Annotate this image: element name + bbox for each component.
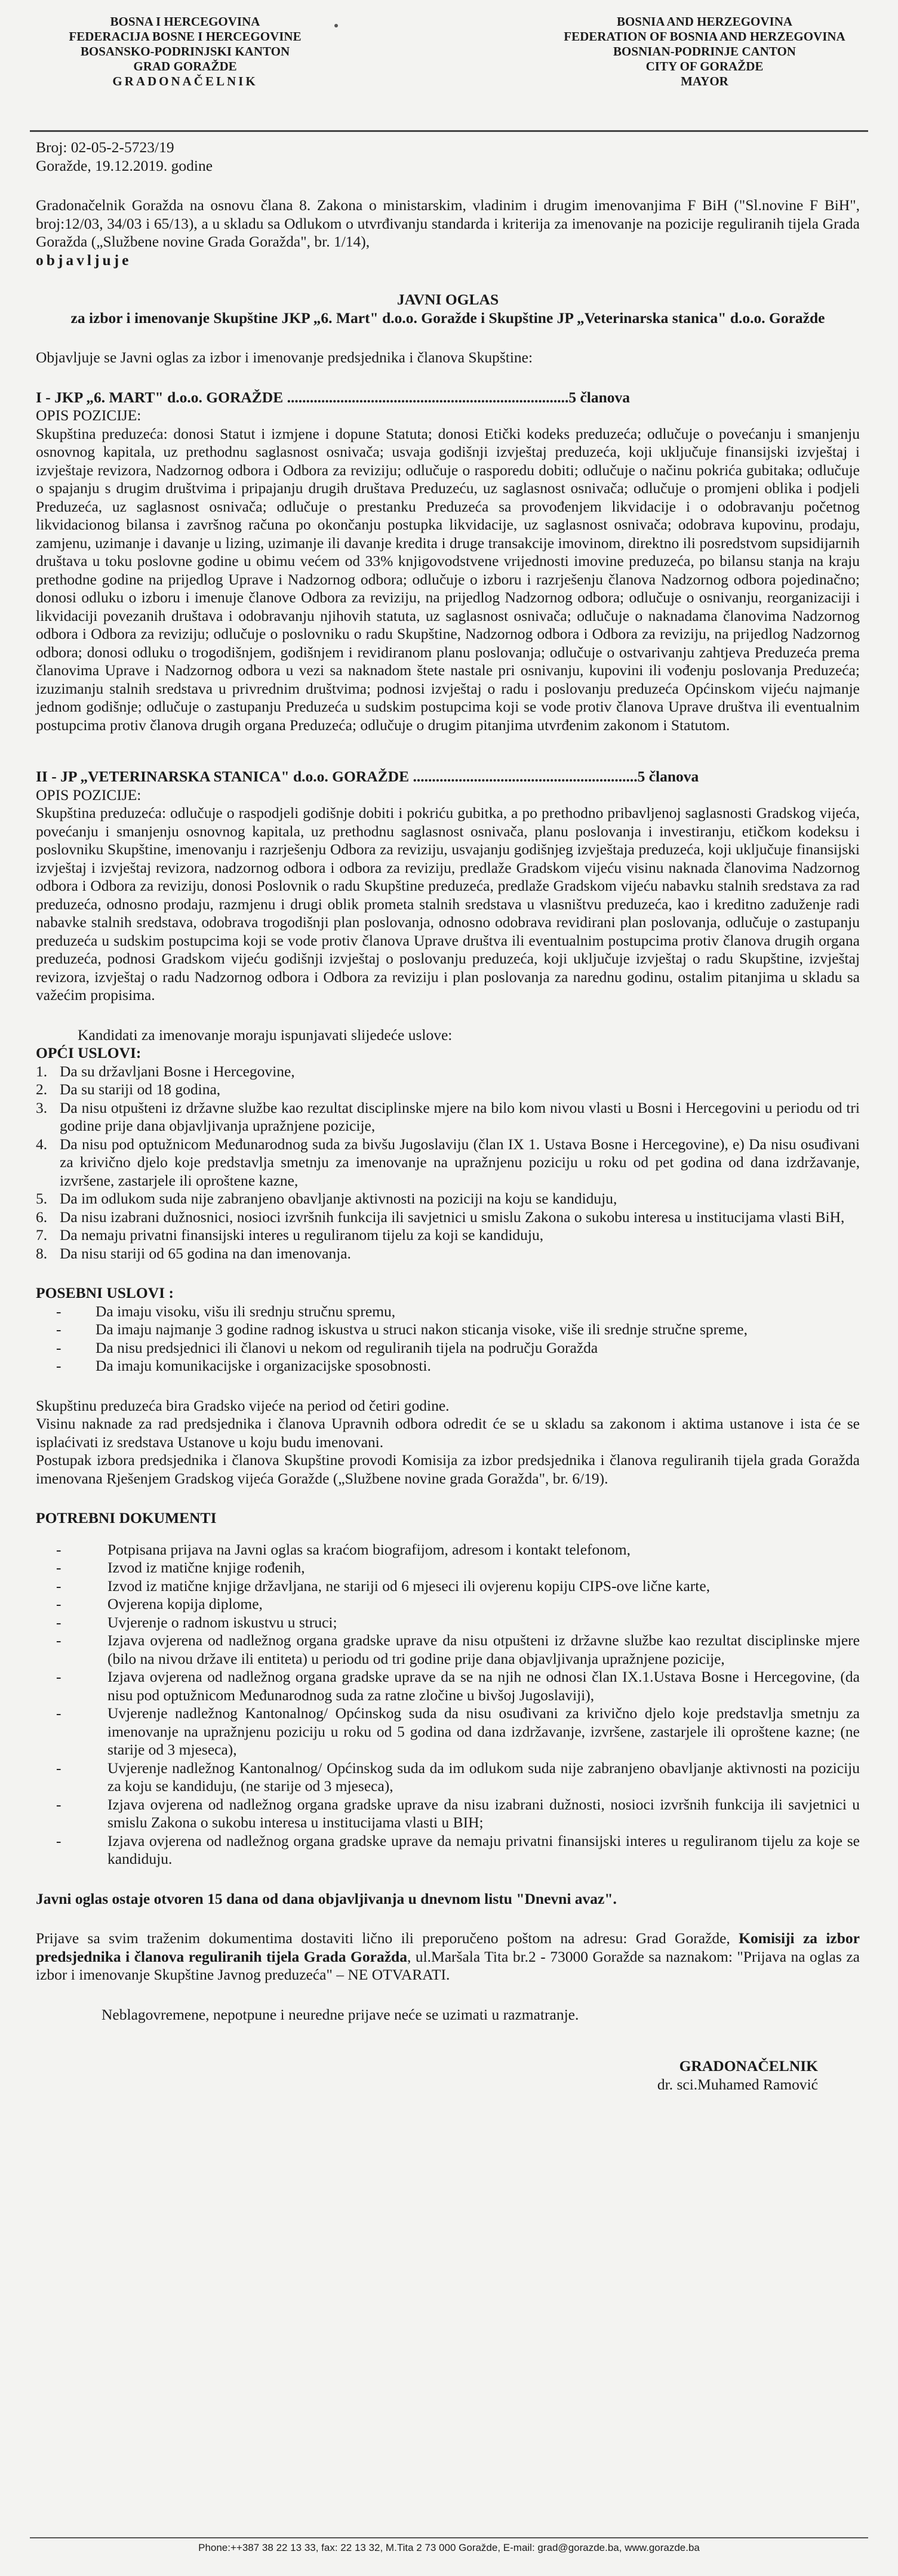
list-item: - Izvod iz matične knjige rođenih, (56, 1559, 305, 1576)
list-item: - Izjava ovjerena od nadležnog organa gradske uprave da nemaju privatni finansijski interes u reguliranom tijelu za koje se kandiduju. (56, 1832, 860, 1867)
list-item: 5. Da im odlukom suda nije zabranjeno obavljanje aktivnosti na poziciji na koju se kandiduju, (36, 1190, 617, 1207)
list-item: 1. Da su državljani Bosne i Hercegovine, (36, 1062, 295, 1080)
footer-divider (30, 2537, 868, 2538)
list-item: - Da imaju najmanje 3 godine radnog iskustva u struci nakon sticanja visoke, više ili srednje stručne spreme, (56, 1321, 748, 1338)
list-item: 7. Da nemaju privatni finansijski interes u reguliranom tijelu za koji se kandiduju, (36, 1226, 544, 1244)
list-item: 4. Da nisu pod optužnicom Međunarodnog suda za bivšu Jugoslaviju (član IX 1. Ustava Bosne i Hercegovine), e) Da nisu osuđivani za krivično djelo koje predstavlja smetnju za imenovanje na upražnjenu poziciju u roku od pet godina od dana izdržavanje, izvršene, zastarjele ili oproštene kazne, (36, 1135, 860, 1189)
section-1-opis: OPIS POZICIJE: (36, 407, 142, 424)
header-left-line: GRAD GORAŽDE (133, 59, 237, 73)
notice-title: JAVNI OGLAS (396, 291, 499, 308)
paragraph-fee: Visinu naknade za rad predsjednika i članova Upravnih odbora odredit će se u skladu sa zakonom i aktima ustanove i ista će se isplaćivati iz sredstava Ustanove u koju budu imenovani. (36, 1415, 860, 1451)
header-right-line: BOSNIA AND HERZEGOVINA (616, 14, 793, 29)
header-right-line: BOSNIAN-PODRINJE CANTON (613, 44, 796, 59)
header-left-line: BOSNA I HERCEGOVINA (110, 14, 260, 29)
section-2-heading (36, 768, 860, 786)
section-1-heading (36, 389, 860, 407)
section-2-text: Skupština preduzeća: odlučuje o raspodjeli godišnje dobiti i pokriću gubitka, a po prethodno pribavljenoj saglasnosti Gradskog vijeća, povećanju i smanjenju osnovnog kapitala, uz prethodnu saglasnost osnivača, planu poslovanja i investiranju, etičkom kodeksu i poslovniku Skupštine, imenovanju i razrješenju Odbora za reviziju, usvajanju godišnjeg izvještaja preduzeća, koji uključuje finansijski izvještaj i izvještaj revizora, nadzornog odbora i odbora za reviziju, predlaže Gradskom vijeću visinu naknada članovima Nadzornog odbora i Odbora za reviziju, donosi Poslovnik o radu Skupštine preduzeća, predlaže Gradskom vijeću nabavku stalnih sredstava za rad preduzeća, odnosno prodaju, razmjenu i drugi oblik prometa stalnih sredstava u vlasništvu preduzeća, kao i kreditno zaduženje radi nabavke stalnih sredstava, odobrava trogodišnji plan poslovanja, odnosno odobrava revidirani plan poslovanja, odlučuje o zastupanju preduzeća u sudskim postupcima koji se vode protiv članova Uprave društva ili eventualnim postupcima protiv članova drugih organa preduzeća, podnosi Gradskom vijeću godišnji izvještaj o poslovanju preduzeća, koji uključuje izvještaj o radu Skupštine, izvještaj revizora, izvještaj o radu Nadzornog odbora i Odbora za reviziju i plan poslovanja za narednu godinu, ostalim pitanjima u skladu sa važećim propisima. (36, 804, 860, 1004)
list-item: - Da nisu predsjednici ili članovi u nekom od reguliranih tijela na području Goražda (56, 1338, 598, 1356)
header-left-line: GRADONAČELNIK (112, 74, 258, 88)
intro-paragraph: Gradonačelnik Goražda na osnovu člana 8. Zakona o ministarskim, vladinim i drugim imenovanjima F BiH ("Sl.novine F BiH", broj:12/03, 34/03 i 65/13), a u skladu sa Odlukom o utvrđivanju standarda i kriterija za imenovanje na pozicije reguliranih tijela Grada Goražda („Službene novine Grada Goražda", br. 1/14), objavljuje (36, 196, 860, 269)
submission-paragraph: Prijave sa svim traženim dokumentima dostaviti lično ili preporučeno poštom na adresu: Grad Goražde, Komisiji za izbor predsjednika i članova reguliranih tijela Grada Goražda, ul.Maršala Tita br.2 - 73000 Goražde sa naznakom: "Prijava na oglas za izbor i imenovanje Skupštine Javnog preduzeća" – NE OTVARATI. (36, 1929, 860, 1983)
reference-number: Broj: 02-05-2-5723/19 (36, 139, 174, 156)
list-item: 2. Da su stariji od 18 godina, (36, 1081, 221, 1098)
list-item: 6. Da nisu izabrani dužnosnici, nosioci izvršnih funkcija ili savjetnici u smislu Zakona o sukobu interesa u institucijama vlasti BiH, (36, 1208, 845, 1226)
opci-heading: OPĆI USLOVI: (36, 1044, 142, 1061)
invalid-applications-note: Neblagovremene, nepotpune i neuredne prijave neće se uzimati u razmatranje. (102, 2005, 579, 2023)
section-2-opis: OPIS POZICIJE: (36, 786, 142, 804)
header-right-line: FEDERATION OF BOSNIA AND HERZEGOVINA (564, 29, 845, 44)
header-divider (30, 130, 868, 132)
header-left (30, 14, 340, 89)
list-item: - Izjava ovjerena od nadležnog organa gradske uprave da se na njih ne odnosi član IX.1.Ustava Bosne i Hercegovine, (da nisu pod optužnicom Međunarodnog suda za ratne zločine u bivšoj Jugoslaviji), (56, 1668, 860, 1704)
opci-list (36, 1063, 860, 1263)
coat-of-arms-mark (334, 24, 338, 27)
section-1-title: I - JKP „6. MART" d.o.o. GORAŽDE .......................................................................... (36, 388, 569, 406)
posebni-list (36, 1303, 860, 1375)
section-2-count: 5 članova (637, 768, 699, 785)
list-item: - Izjava ovjerena od nadležnog organa gradske uprave da nisu otpušteni iz državne službe kao rezultat disciplinske mjere (bilo na nivou države ili entiteta) u periodu od tri godine prije dana objavljivanja upražnjene pozicije, (56, 1632, 860, 1667)
open-notice: Javni oglas ostaje otvoren 15 dana od dana objavljivanja u dnevnom listu "Dnevni avaz". (36, 1889, 617, 1907)
list-item: - Ovjerena kopija diplome, (56, 1595, 263, 1612)
header-right-line: CITY OF GORAŽDE (645, 59, 764, 73)
paragraph-procedure: Postupak izbora predsjednika i članova Skupštine provodi Komisija za izbor predsjednika i članova reguliranih tijela grada Goražda imenovana Rješenjem Gradskog vijeća Goražde („Službene novine grada Goražda", br. 6/19). (36, 1451, 860, 1487)
potrebni-heading: POTREBNI DOKUMENTI (36, 1509, 217, 1526)
candidates-intro: Kandidati za imenovanje moraju ispunjavati slijedeće uslove: (78, 1026, 453, 1044)
header-right-line: MAYOR (681, 74, 728, 88)
list-item: - Potpisana prijava na Javni oglas sa kraćom biografijom, adresom i kontakt telefonom, (56, 1540, 631, 1558)
document-body (36, 139, 860, 2094)
notice-subtitle: za izbor i imenovanje Skupštine JKP „6. Mart" d.o.o. Goražde i Skupštine JP „Veterinarska stanica" d.o.o. Goražde (70, 309, 825, 327)
paragraph-term: Skupštinu preduzeća bira Gradsko vijeće na period od četiri godine. (36, 1396, 450, 1414)
document-date: Goražde, 19.12.2019. godine (36, 156, 213, 174)
header-right (537, 14, 872, 89)
header-left-line: FEDERACIJA BOSNE I HERCEGOVINE (69, 29, 302, 44)
list-item: - Uvjerenje o radnom iskustvu u struci; (56, 1613, 337, 1631)
posebni-heading: POSEBNI USLOVI : (36, 1284, 174, 1301)
signature-name: dr. sci.Muhamed Ramović (657, 2075, 818, 2093)
list-item: - Da imaju visoku, višu ili srednju stručnu spremu, (56, 1302, 396, 1320)
list-item: - Uvjerenje nadležnog Kantonalnog/ Općinskog suda da im odlukom suda nije zabranjeno obavljanje aktivnosti na poziciju za koju se kandiduju, (ne starije od 3 mjeseca), (56, 1759, 860, 1795)
section-2-title: II - JP „VETERINARSKA STANICA" d.o.o. GORAŽDE ........................................................... (36, 768, 638, 785)
signature-title: GRADONAČELNIK (679, 2057, 818, 2075)
announce-text: Objavljuje se Javni oglas za izbor i imenovanje predsjednika i članova Skupštine: (36, 349, 533, 366)
header-left-line: BOSANSKO-PODRINJSKI KANTON (80, 44, 290, 59)
list-item: - Izjava ovjerena od nadležnog organa gradske uprave da nisu izabrani dužnosti, nosioci izvršnih funkcija ili savjetnici u smislu Zakona o sukobu interesa u institucijama vlasti u BIH; (56, 1795, 860, 1831)
potrebni-list (36, 1541, 860, 1869)
footer-contact: Phone:++387 38 22 13 33, fax: 22 13 32, M.Tita 2 73 000 Goražde, E-mail: grad@gorazde.ba, www.gorazde.ba (198, 2542, 700, 2553)
section-1-text: Skupština preduzeća: donosi Statut i izmjene i dopune Statuta; donosi Etički kodeks preduzeća; odlučuje o povećanju i smanjenju osnovnog kapitala, uz prethodnu saglasnost osnivača; usvaja godišnji izvještaj preduzeća, koji uključuje finansijski izvještaj i izvještaje revizora, Nadzornog odbora i Odbora za reviziju; odlučuje o rasporedu dobiti; odlučuje o načinu pokrića gubitaka; odlučuje o spajanju s drugim društvima i pripajanju drugih društava Preduzeću, uz saglasnost osnivača; odlučuje o promjeni oblika i podjeli Preduzeća, uz saglasnost osnivača; odlučuje o prestanku Preduzeća sa provođenjem likvidacije i o odobravanju početnog likvidacionog bilansa i završnog računa po okončanju postupka likvidacije, uz saglasnost osnivača; odobrava kupovinu, prodaju, zamjenu, uzimanje i davanje u lizing, uzimanje ili davanje kredita i druge transakcije imovinom, direktno ili posredstvom supsidijarnih društava u toku poslovne godine u obimu većem od 33% knjigovodstvene vrijednosti imovine preduzeća, po bilansu stanja na kraju prethodne godine na prijedlog Uprave i Nadzornog odbora; odlučuje o izboru i razrješenju članova Nadzornog odbora pojedinačno; donosi odluku o izboru i imenuje članove Odbora za reviziju, na prijedlog Nadzornog odbora; odlučuje o osnivanju, reorganizaciji i likvidaciji povezanih društava i odobravanju njihovih statuta, uz saglasnost osnivača; odlučuje o naknadama članovima Nadzornog odbora i Odbora za reviziju; odlučuje o poslovniku o radu Skupštine, Nadzornog odbora i Odbora za reviziju, na prijedlog Nadzornog odbora; donosi odluku o trogodišnjem, godišnjem i revidiranom planu poslovanja; odlučuje o ostvarivanju zahtjeva Preduzeća prema članovima Uprave i Nadzornog odbora u vezi sa naknadom štete nastale pri osnivanju, kupovini ili vođenju poslovanja Preduzeća; izuzimanju stalnih sredstava u privrednim društvima; podnosi izvještaj o radu i poslovanju preduzeća Općinskom vijeću najmanje jednom godišnje; odlučuje o zastupanju Preduzeća u sudskim postupcima koji se vode protiv članova Uprave društva ili eventualnim postupcima protiv članova drugih organa Preduzeća; odlučuje o drugim pitanjima utvrđenim zakonom i Statutom. (36, 424, 860, 734)
list-item: - Da imaju komunikacijske i organizacijske sposobnosti. (56, 1357, 431, 1374)
objavljuje-word: objavljuje (36, 251, 132, 269)
section-1-count: 5 članova (568, 388, 631, 406)
list-item: - Izvod iz matične knjige državljana, ne stariji od 6 mjeseci ili ovjerenu kopiju CIPS-ove lične karte, (56, 1577, 711, 1595)
list-item: 3. Da nisu otpušteni iz državne službe kao rezultat disciplinske mjere na bilo kom nivou vlasti u Bosni i Hercegovini u periodu od tri godine prije dana objavljivanja upražnjene pozicije, (36, 1098, 860, 1134)
list-item: - Uvjerenje nadležnog Kantonalnog/ Općinskog suda da nisu osuđivani za krivično djelo koje predstavlja smetnju za imenovanje na upražnjenu poziciju u roku od 5 godina od dana izdržavanje, izvršene, zastarjele ili oproštene kazne; (ne starije od 3 mjeseca), (56, 1704, 860, 1758)
list-item: 8. Da nisu stariji od 65 godina na dan imenovanja. (36, 1244, 351, 1262)
